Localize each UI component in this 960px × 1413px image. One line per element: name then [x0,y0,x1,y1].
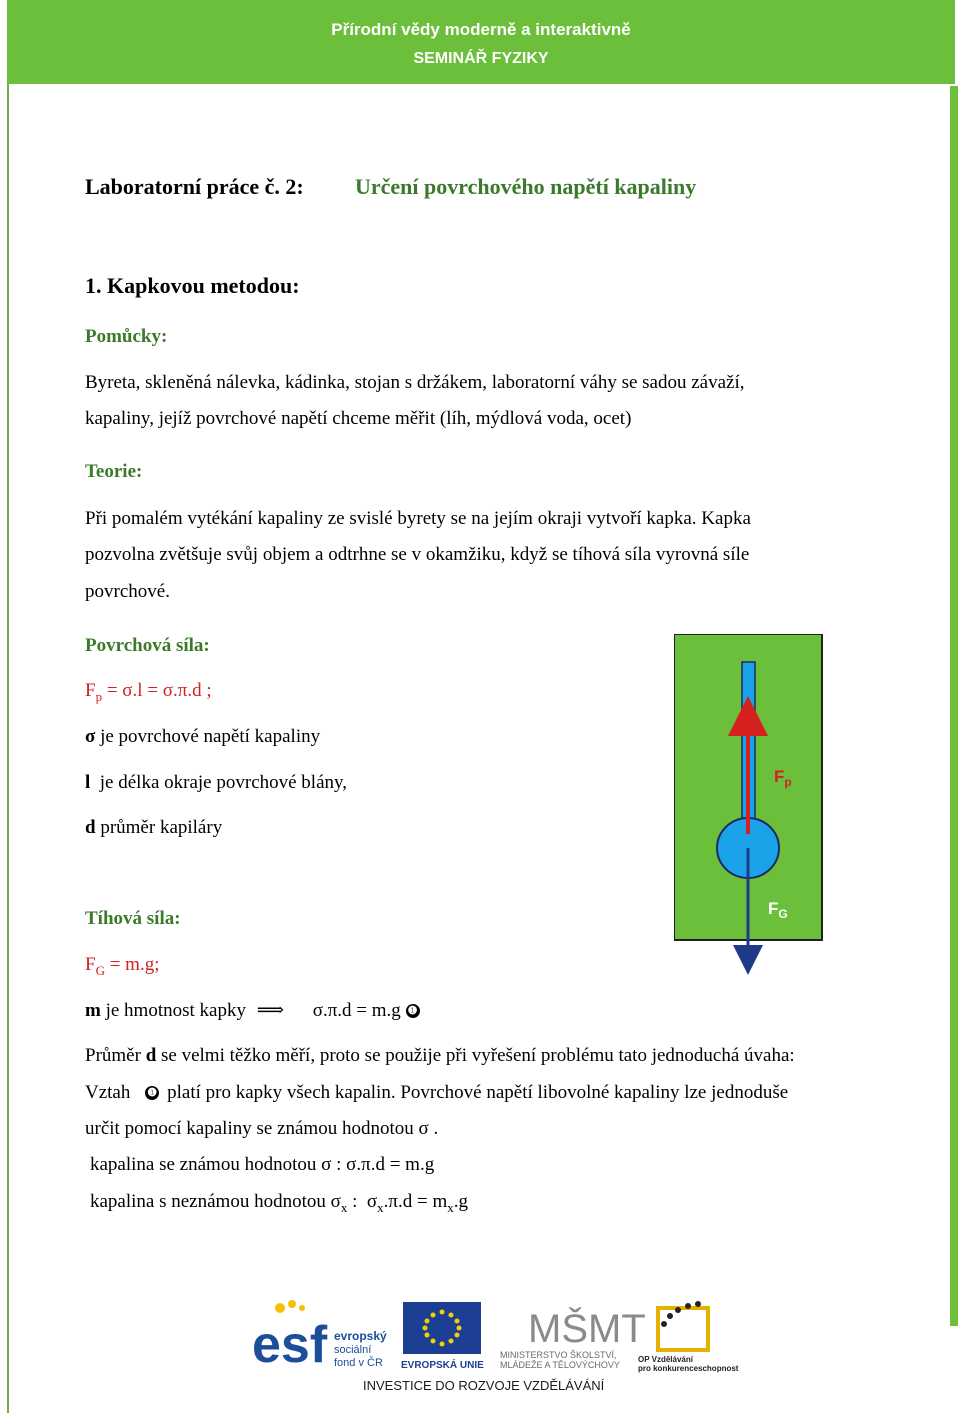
implies-arrow: ⟹ [256,1000,284,1021]
conclusion-line1 [85,1045,795,1067]
drop-force-diagram [674,634,824,980]
op-logo [638,1301,739,1373]
gravity-force-formula [85,954,160,979]
conclusion-text-a: Průměr [85,1045,146,1066]
formula-subscript-g: G [95,962,105,978]
subscript-x: x [447,1199,454,1215]
theory-heading: Teorie: [85,461,143,482]
eu-text: EVROPSKÁ UNIE [401,1360,484,1371]
conclusion-line2 [85,1082,788,1104]
msmt-logo-mark: MŠMT [528,1307,646,1351]
esf-text-1: evropský [334,1329,387,1343]
esf-logo [252,1300,387,1374]
sigma-definition [85,726,320,748]
funding-logos [238,1290,740,1400]
theory-text-line1: Při pomalém vytékání kapaliny ze svislé byrety se na jejím okraji vytvoří kapka. Kapka [85,508,751,529]
mass-definition [85,999,420,1022]
known-liquid-equation: kapalina se známou hodnotou σ : σ.π.d = m.g [90,1154,435,1175]
unknown-text-c: : σ [347,1191,378,1212]
msmt-logo [500,1306,646,1370]
gravity-force-heading: Tíhová síla: [85,908,181,929]
formula-symbol-f: F [85,954,96,975]
tools-text-line2: kapaliny, jejíž povrchové napětí chceme měřit (líh, mýdlová voda, ocet) [85,408,632,429]
l-symbol: l [85,772,91,793]
unknown-liquid-equation [90,1191,468,1216]
esf-logo-mark: esf [252,1316,328,1374]
formula-subscript-p: p [95,688,103,704]
surface-force-formula [85,680,212,705]
surface-force-heading: Povrchová síla: [85,635,210,656]
document-header [7,0,955,84]
equation-one: σ.π.d = m.g [312,1000,401,1021]
header-project-name: Přírodní vědy moderně a interaktivně [331,20,631,39]
theory-text-line3: povrchové. [85,581,170,602]
eu-flag-logo [401,1302,484,1371]
formula-symbol-f: F [85,680,96,701]
page-frame-left [7,0,9,1413]
lab-title [85,174,697,200]
m-description: je hmotnost kapky [100,1000,246,1021]
msmt-text-2: MLÁDEŽE A TĚLOVÝCHOVY [500,1360,620,1370]
sigma-symbol: σ [85,726,96,747]
esf-text-3: fond v ČR [334,1357,383,1369]
conclusion-line3: určit pomocí kapaliny se známou hodnotou σ . [85,1118,439,1139]
lab-title-subject: Určení povrchového napětí kapaliny [355,174,697,199]
page-frame-right [950,86,958,1326]
esf-text-2: sociální [334,1344,372,1356]
m-symbol: m [85,1000,101,1021]
subscript-x: x [340,1199,348,1215]
theory-text-line2: pozvolna zvětšuje svůj objem a odtrhne se v okamžiku, když se tíhová síla vyrovná síle [85,544,750,565]
conclusion-text-a: Vztah [85,1082,131,1103]
d-symbol: d [145,1045,157,1066]
footer-logos [238,1290,740,1400]
fg-label: $F_G$ [768,899,788,921]
unknown-text-a: kapalina s neznámou hodnotou σ [90,1191,341,1212]
l-definition [85,772,347,794]
op-text-2: pro konkurenceschopnost [638,1364,739,1373]
header-seminar-name: SEMINÁŘ FYZIKY [413,50,549,67]
equation-number-icon: ❶ [406,1004,420,1018]
conclusion-text-c: se velmi těžko měří, proto se použije při vyřešení problému tato jednoduchá úvaha: [156,1045,795,1066]
equation-number-icon: ❶ [145,1086,159,1100]
sigma-description: je povrchové napětí kapaliny [95,726,321,747]
subscript-x: x [377,1199,384,1215]
d-description: průměr kapiláry [95,817,223,838]
formula-expression: = m.g; [104,954,160,975]
lab-title-label: Laboratorní práce č. 2: [85,174,304,199]
tools-heading: Pomůcky: [85,326,168,347]
unknown-text-g: .g [453,1191,468,1212]
fp-label: $F_p$ [774,767,792,789]
investice-slogan: INVESTICE DO ROZVOJE VZDĚLÁVÁNÍ [363,1378,605,1393]
conclusion-text-b: platí pro kapky všech kapalin. Povrchové napětí libovolné kapaliny lze jednoduše [167,1082,789,1103]
d-definition [85,817,222,839]
tools-text-line1: Byreta, skleněná nálevka, kádinka, stojan s držákem, laboratorní váhy se sadou závaží, [85,372,745,393]
msmt-text-1: MINISTERSTVO ŠKOLSTVÍ, [500,1350,617,1360]
formula-expression: = σ.l = σ.π.d ; [102,680,212,701]
l-description: je délka okraje povrchové blány, [90,772,348,793]
op-text-1: OP Vzdělávání [638,1355,693,1364]
d-symbol: d [85,817,96,838]
section-heading: 1. Kapkovou metodou: [85,273,300,298]
unknown-text-e: .π.d = m [383,1191,448,1212]
